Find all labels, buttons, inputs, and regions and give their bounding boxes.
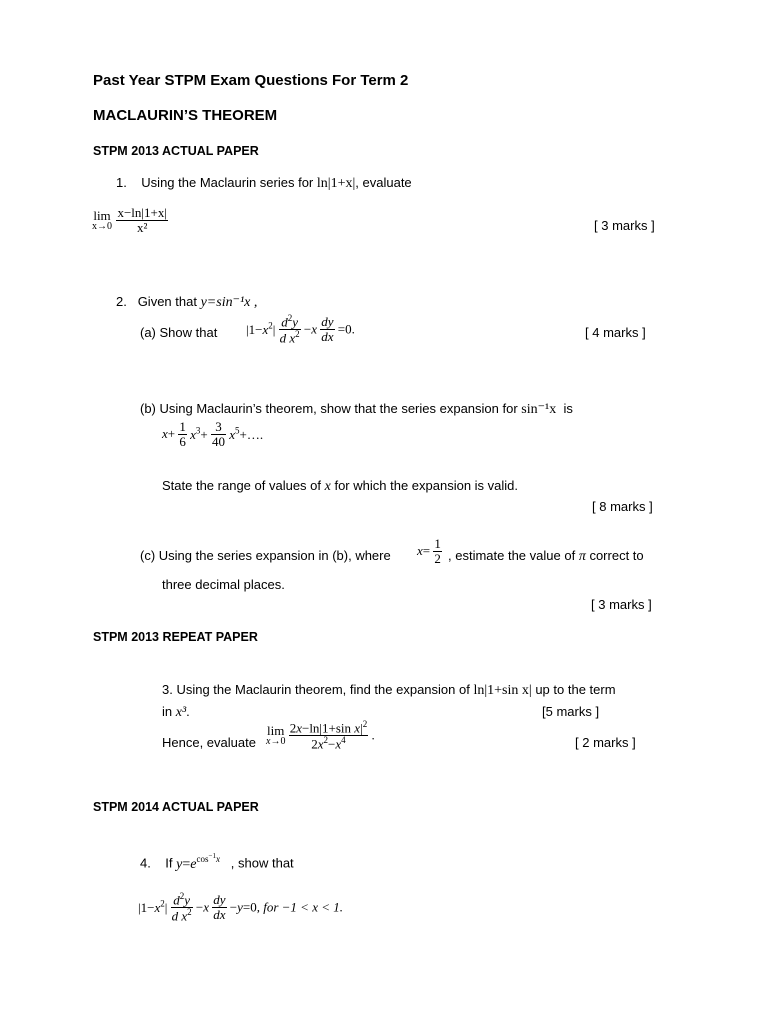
- limit-fraction: [116, 206, 167, 234]
- question-4-line: [140, 852, 294, 873]
- question-text: 3. Using the Maclaurin theorem, find the expansion of: [162, 682, 470, 697]
- marks-q1: [ 3 marks ]: [594, 218, 655, 233]
- part-2c-line2: three decimal places.: [162, 577, 285, 592]
- series-expansion-2b: x+ $\frac{1}{6}$ $x^3+$ $\frac{3}{40}$ $x^5+\dots$.: [162, 419, 264, 449]
- section-heading-2013-repeat: STPM 2013 REPEAT PAPER: [93, 630, 258, 644]
- question-number: 4.: [140, 855, 151, 871]
- page-title: Past Year STPM Exam Questions For Term 2: [93, 72, 409, 89]
- question-1-line: [116, 175, 412, 192]
- math-expression: sin⁻¹x: [521, 402, 557, 417]
- math-expression: x³: [175, 705, 187, 720]
- part-2b: [140, 401, 573, 418]
- question-3-line: [162, 682, 616, 699]
- section-heading-2014-actual: STPM 2014 ACTUAL PAPER: [93, 800, 259, 814]
- x-equals-half: x= $\frac{1}{2}$: [417, 536, 441, 566]
- marks-3-limit: [ 2 marks ]: [575, 735, 636, 750]
- limit-expression-q3: lim x→0 $\frac{2x-\ln|1+\sin x|^2}{2x^2-x^4}$ .: [266, 719, 375, 752]
- part-label: (a) Show that: [140, 325, 218, 340]
- question-text: in: [162, 704, 173, 719]
- part-2c: [140, 548, 391, 563]
- limit-expression-q1: [92, 206, 168, 234]
- differential-equation-q4: $|1-x^2|$ $\frac{d^2y}{d x^2}$ −x $\frac{dy}{dx}$ −y=0, for −1 < x < 1.: [138, 891, 343, 924]
- range-variable: x: [324, 479, 331, 494]
- question-text-end: , evaluate: [355, 175, 412, 190]
- question-2-line: [116, 294, 257, 311]
- math-expression: ln|1+x|: [316, 176, 356, 191]
- differential-equation-2a: $|1-x^2|$ $\frac{d^2y}{d x^2}$ −x $\frac{dy}{dx}$ =0.: [246, 313, 355, 346]
- question-number: 1.: [116, 175, 127, 190]
- question-number: 2.: [116, 294, 127, 309]
- math-expression: y=sin⁻¹x ,: [200, 295, 258, 310]
- question-text: Given that: [137, 294, 197, 309]
- question-text-end: , show that: [230, 855, 294, 871]
- part-label: (b) Using Maclaurin’s theorem, show that the series expansion for: [140, 401, 518, 416]
- marks-3-expansion: [5 marks ]: [542, 704, 600, 719]
- fraction-numerator: x−ln|1+x|: [117, 205, 167, 220]
- math-expression: ln|1+sin x|: [473, 683, 532, 698]
- question-text: Using the Maclaurin series for: [141, 175, 314, 190]
- topic-heading: MACLAURIN’S THEOREM: [93, 107, 278, 124]
- part-2c-rest: [448, 548, 644, 565]
- fraction-denominator: x²: [116, 220, 167, 235]
- part-2a: [140, 325, 217, 340]
- section-heading-2013-actual: STPM 2013 ACTUAL PAPER: [93, 144, 259, 158]
- part-label: (c) Using the series expansion in (b), where: [140, 548, 391, 563]
- range-statement: [162, 478, 518, 495]
- limit-word: lim: [93, 207, 111, 223]
- marks-2c: [ 3 marks ]: [591, 597, 652, 612]
- marks-2b: [ 8 marks ]: [592, 499, 653, 514]
- part-text: , estimate the value of: [448, 548, 576, 563]
- math-expression: $y=e^{cos^{-1}x}$: [176, 852, 220, 872]
- hence-label: Hence, evaluate: [162, 735, 256, 750]
- part-text-end: correct to: [589, 548, 644, 563]
- limit-subscript: x→0: [92, 220, 112, 232]
- question-text-end: up to the term: [535, 682, 616, 697]
- part-text: is: [563, 401, 573, 416]
- range-text: State the range of values of: [162, 478, 321, 493]
- range-text-end: for which the expansion is valid.: [334, 478, 519, 493]
- condition-text: , for −1 < x < 1.: [256, 899, 343, 915]
- marks-2a: [ 4 marks ]: [585, 325, 646, 340]
- question-text-end: .: [186, 704, 190, 719]
- question-3-line2: [162, 704, 190, 721]
- pi-symbol: π: [578, 549, 586, 564]
- question-text: If: [165, 855, 173, 871]
